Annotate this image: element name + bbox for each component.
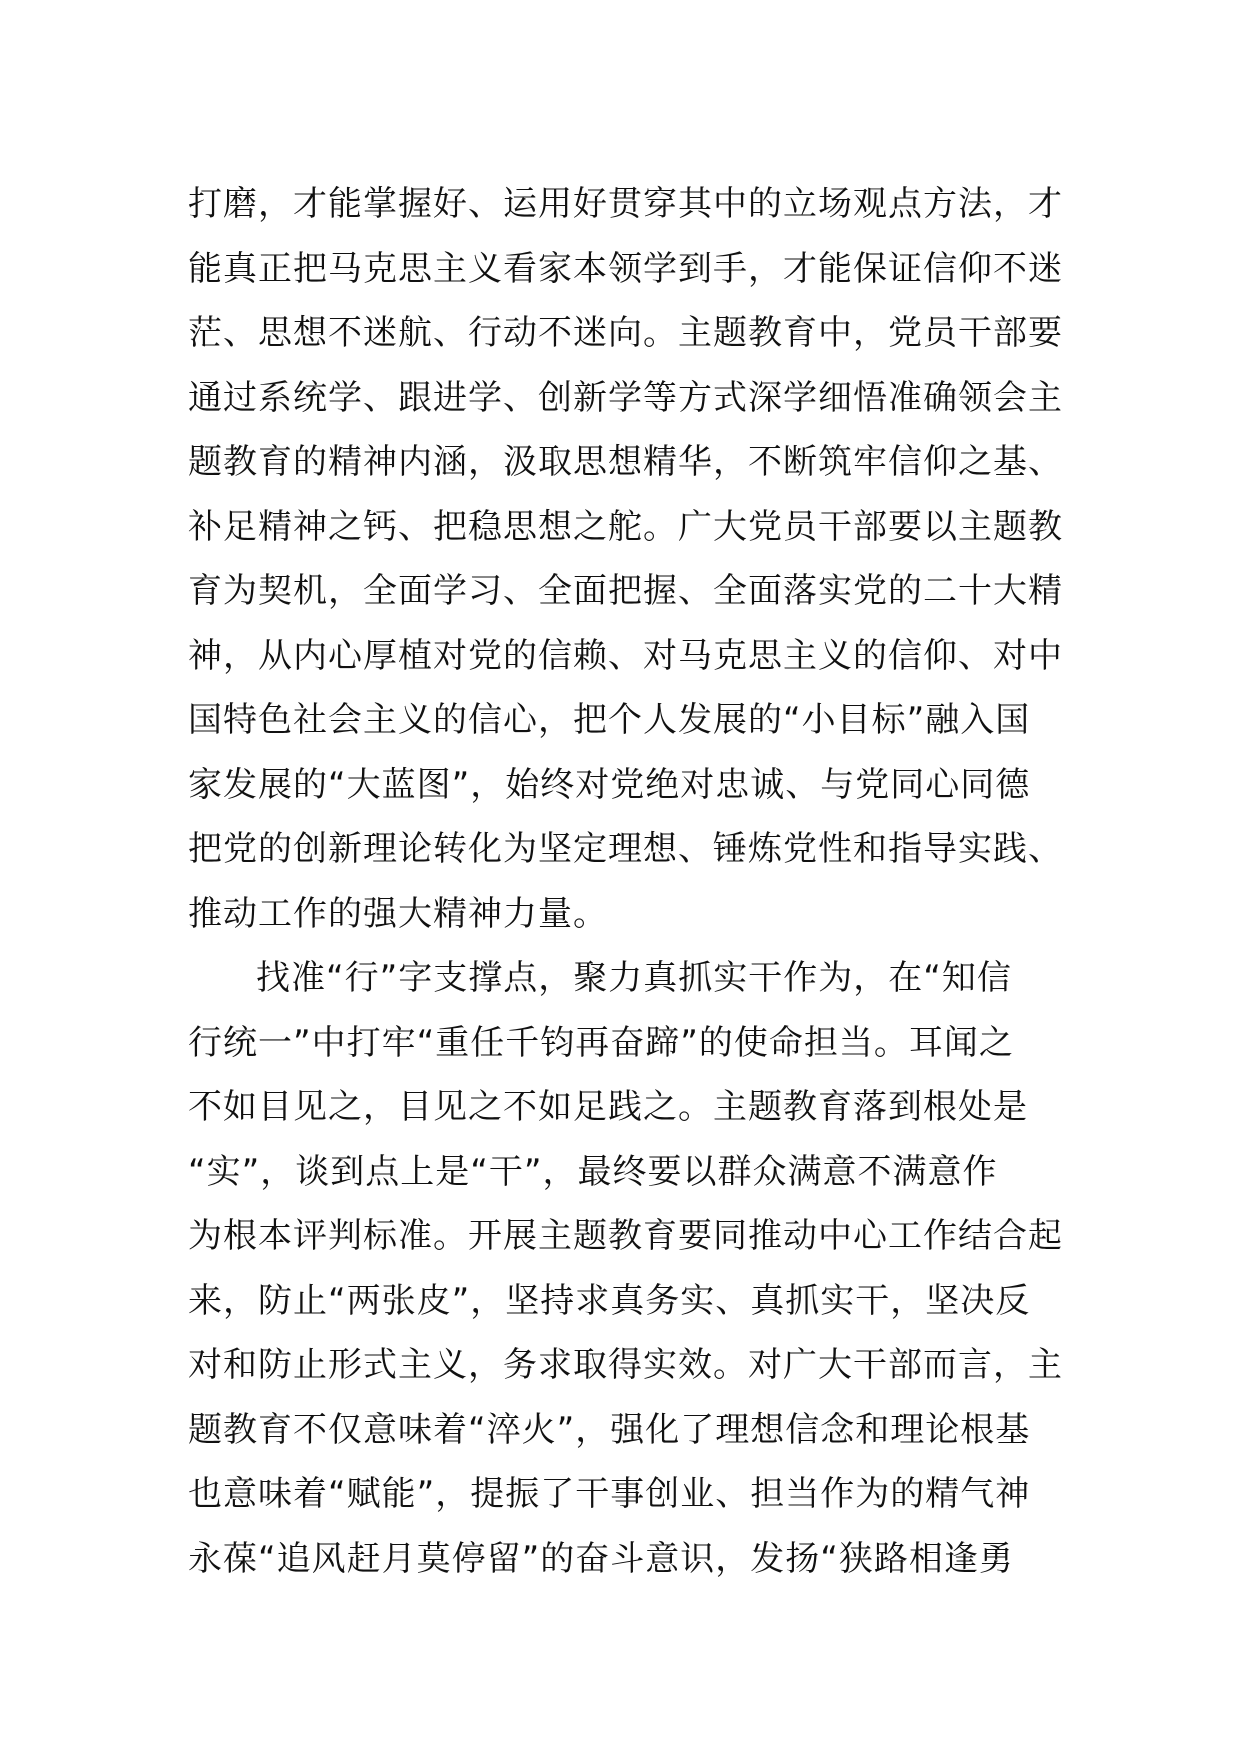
- text-line: 国特色社会主义的信心，把个人发展的“小目标”融入国: [188, 700, 1031, 740]
- text-line: 为根本评判标准。开展主题教育要同推动中心工作结合起: [188, 1216, 1063, 1256]
- body-text: [188, 172, 1068, 1591]
- paragraph-start-line: 找准“行”字支撑点，聚力真抓实干作为，在“知信: [256, 958, 1012, 998]
- text-line: 茫、思想不迷航、行动不迷向。主题教育中，党员干部要: [188, 313, 1063, 353]
- text-line: 打磨，才能掌握好、运用好贯穿其中的立场观点方法，才: [188, 184, 1063, 224]
- text-line: 补足精神之钙、把稳思想之舵。广大党员干部要以主题教: [188, 506, 1063, 547]
- text-line: 神，从内心厚植对党的信赖、对马克思主义的信仰、对中: [188, 635, 1063, 676]
- text-line: 推动工作的强大精神力量。: [188, 893, 608, 934]
- text-line: 永葆“追风赶月莫停留”的奋斗意识，发扬“狭路相逢勇: [188, 1538, 1014, 1579]
- text-line: 把党的创新理论转化为坚定理想、锤炼党性和指导实践、: [188, 829, 1063, 869]
- text-line: 来，防止“两张皮”，坚持求真务实、真抓实干，坚决反: [188, 1280, 1031, 1321]
- text-line: 也意味着“赋能”，提振了干事创业、担当作为的精气神: [188, 1474, 1031, 1514]
- text-line: 行统一”中打牢“重任千钧再奋蹄”的使命担当。耳闻之: [188, 1022, 1014, 1063]
- text-line: 家发展的“大蓝图”，始终对党绝对忠诚、与党同心同德: [188, 764, 1031, 805]
- text-line: “实”，谈到点上是“干”，最终要以群众满意不满意作: [188, 1151, 998, 1192]
- text-line: 育为契机，全面学习、全面把握、全面落实党的二十大精: [188, 571, 1063, 611]
- text-line: 通过系统学、跟进学、创新学等方式深学细悟准确领会主: [188, 377, 1063, 418]
- text-line: 题教育的精神内涵，汲取思想精华，不断筑牢信仰之基、: [188, 442, 1063, 482]
- text-line: 能真正把马克思主义看家本领学到手，才能保证信仰不迷: [188, 248, 1063, 289]
- text-line: 对和防止形式主义，务求取得实效。对广大干部而言，主: [188, 1345, 1063, 1385]
- text-line: 题教育不仅意味着“淬火”，强化了理想信念和理论根基: [188, 1409, 1031, 1450]
- text-line: 不如目见之，目见之不如足践之。主题教育落到根处是: [188, 1087, 1028, 1127]
